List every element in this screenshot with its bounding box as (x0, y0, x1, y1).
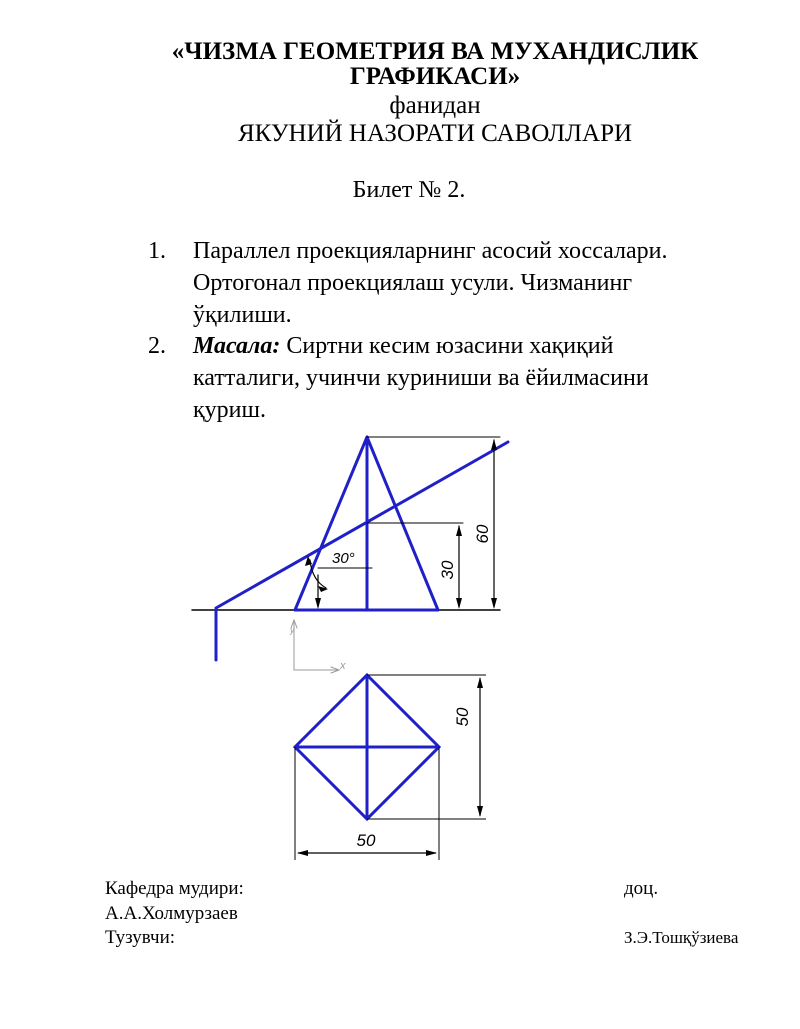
head-of-department-name: А.А.Холмурзаев (105, 903, 238, 924)
arrowhead (477, 806, 483, 817)
question-number: 1. (148, 238, 166, 264)
axis-x-label: x (340, 660, 346, 672)
axis-indicator (291, 620, 339, 673)
author-label: Тузувчи: (105, 927, 176, 948)
question-line: катталиги, учинчи куриниши ва ёйилмасини (193, 365, 649, 391)
arrowhead (491, 439, 497, 450)
arrowhead (318, 586, 328, 592)
dimension-text-50-vertical: 50 (453, 707, 472, 727)
arrowhead (315, 598, 321, 609)
dimension-text-50-horizontal: 50 (356, 831, 376, 850)
ticket-number: Билет № 2. (352, 177, 466, 203)
cutting-plane (216, 442, 508, 608)
subtitle-subject: фанидан (389, 92, 481, 119)
head-of-department-label: Кафедра мудири: (105, 878, 244, 899)
question-line: ўқилиши. (193, 302, 292, 328)
question-line: Параллел проекцияларнинг асосий хоссалари. (193, 238, 668, 264)
dimension-text-30: 30 (438, 560, 457, 580)
arrowhead (456, 525, 462, 536)
arrowhead (297, 850, 308, 856)
title-line-2: ГРАФИКАСИ» (349, 63, 521, 90)
arrowhead (426, 850, 437, 856)
axis-y-label: y (290, 625, 295, 635)
arrowhead (477, 677, 483, 688)
question-number: 2. (148, 333, 166, 359)
task-label: Масала: (193, 333, 281, 359)
dimension-text-60: 60 (473, 524, 492, 544)
question-line: Ортогонал проекциялаш усули. Чизманинг (193, 270, 633, 296)
subtitle-exam: ЯКУНИЙ НАЗОРАТИ САВОЛЛАРИ (237, 120, 633, 147)
question-line: қуриш. (193, 397, 266, 423)
angle-text: 30° (332, 550, 355, 567)
question-line: Сиртни кесим юзасини хақиқий (280, 333, 614, 359)
head-of-department-title: доц. (624, 878, 659, 899)
arrowhead (456, 598, 462, 609)
arrowhead (491, 598, 497, 609)
title-line-1: «ЧИЗМА ГЕОМЕТРИЯ ВА МУХАНДИСЛИК (171, 38, 699, 65)
pyramid-left-edge (295, 437, 367, 610)
author-name: З.Э.Тошқўзиева (624, 928, 739, 947)
top-view (295, 675, 486, 860)
